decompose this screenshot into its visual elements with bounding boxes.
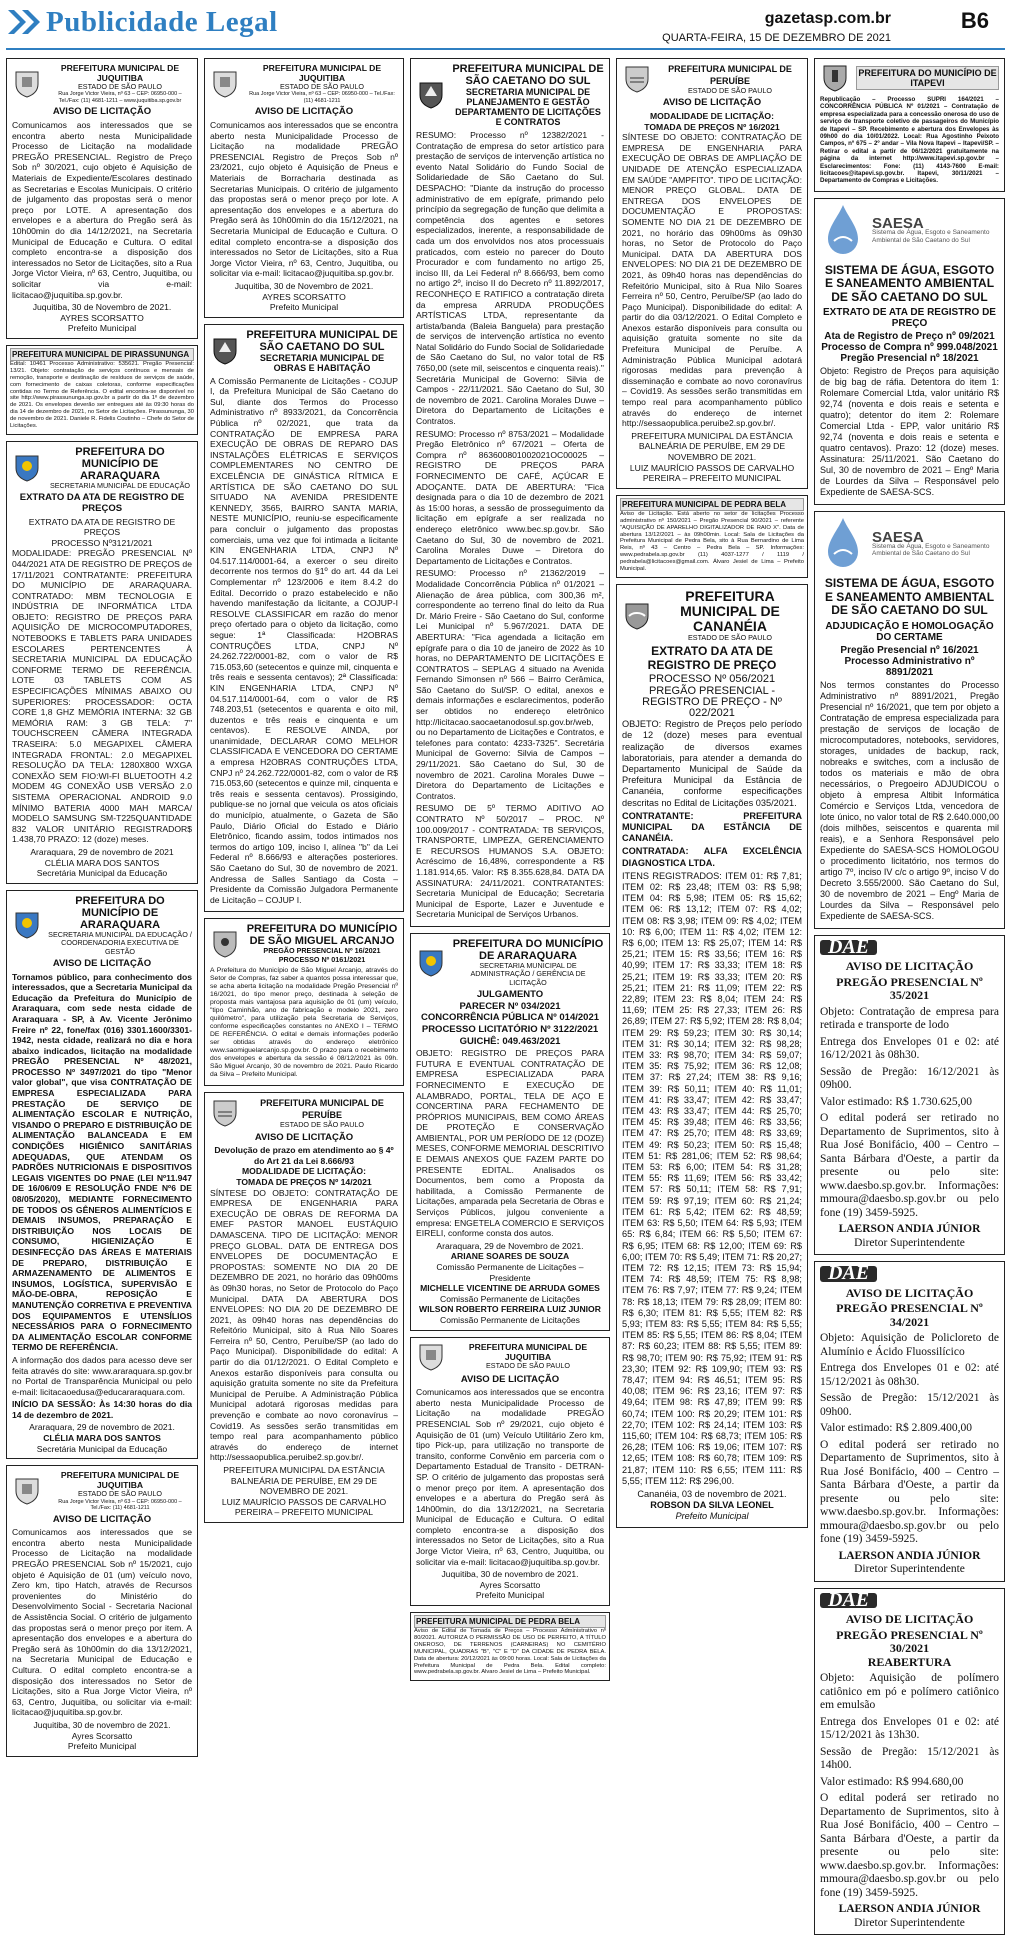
notice-org: PREFEITURA MUNICIPAL DE PIRASSUNUNGA <box>10 348 194 361</box>
notice-saesa-ata <box>814 198 1005 506</box>
notice-date: Juquitiba, 30 de Novembro de 2021. <box>32 302 172 313</box>
page-header <box>0 0 1011 52</box>
signer-role: Diretor Superintendente <box>854 1563 965 1576</box>
notice-araraquara-aviso <box>6 890 198 1460</box>
notice-address: Rua Jorge Victor Vieira, nº 63 – CEP: 06950-000 – Tel./Fax: (11) 4681-1211 <box>249 91 395 104</box>
notice-org: PREFEITURA MUNICIPAL DE JUQUITIBA <box>60 1470 180 1491</box>
notice-title: ADJUDICAÇÃO E HOMOLOGAÇÃO DO CERTAME <box>825 620 994 643</box>
signer-name: LAERSON ANDIA JÚNIOR <box>838 1223 981 1236</box>
notice-date: Juquitiba, 30 de novembro de 2021. <box>33 1719 171 1730</box>
notice-pregao: PREGÃO PRESENCIAL Nº 30/2021 <box>836 1627 983 1656</box>
dae-logo: DAE <box>820 1266 877 1282</box>
notice-cananeia <box>616 584 808 1528</box>
notice-state: ESTADO DE SÃO PAULO <box>687 632 772 642</box>
notice-araraquara-julgamento <box>410 933 610 1331</box>
notice-date: Araraquara, 29 de novembro de 2021. <box>29 1422 175 1433</box>
signer-role: Diretor Superintendente <box>854 1916 965 1929</box>
notice-modality: MODALIDADE DE LICITAÇÃO: <box>650 111 774 121</box>
notice-pregao: PREGÃO PRESENCIAL - REGISTRO DE PREÇO - Nº 022/2021 <box>642 684 782 719</box>
signer-name: AYRES SCORSATTO <box>60 312 144 323</box>
notice-edital: O edital poderá ser retirado no Departamento de Suprimentos, sito à Rua José Bonifácio, 400 – Centro – Santa Bárbara d'Oeste, a partir da presente ou pelo site: www.daesbo.sp.gov.br. Informações: mmoura@daesbo.sp.gov.br ou pelo fone (19) 3459-5925. <box>820 1112 999 1219</box>
notice-sao-caetano-obras <box>204 324 404 913</box>
notice-title: JULGAMENTO <box>476 989 544 1001</box>
notice-pregao: PREGÃO PRESENCIAL Nº 34/2021 <box>836 1301 983 1329</box>
notice-body: Nos termos constantes do Processo Administrativo nº 8891/2021, Pregão Presencial nº 16/2021, que tem por objeto a Contratação de empresa especializada para prestação de serviços de locação de microcomputadores, notebooks, servidores, storages, unidades de backup, rack, nobreaks e switches, com a inclusão de todos os materiais e mão de obra necessários, o Pregoeiro ADJUDICOU o objeto à empresa Altibit Informática Comércio e Serviços Ltda, vencedora de lote único, no valor total de R$ 2.640.000,00 (dois milhões, seiscentos e quarenta mil reais), e a Senhora Responsável pelo Expediente do SAESA-SCS HOMOLOGOU o procedimento licitatório, nos termos do artigo 7º, inciso IV c/c o artigo 9º, inciso V do Decreto 3.555/2000. São Caetano do Sul, 30 de novembro de 2021 – Engº Maria de Lourdes da Silva – Responsável pelo Expediente de SAESA-SCS. <box>820 679 999 921</box>
notice-sao-caetano-seplag <box>410 58 610 927</box>
notice-guiche: GUICHÊ: 049.463/2021 <box>459 1035 561 1047</box>
notice-title: AVISO DE LICITAÇÃO <box>845 1285 974 1300</box>
notice-address: Rua Jorge Victor Vieira, nº 63 – CEP: 06950-000 – Tel./Fax: (11) 4681-1211 – www.juquitiba.sp.gov.br <box>58 91 182 104</box>
notice-body: Comunicamos aos interessados que se encontra aberto nesta Municipalidade Processo de Licitação na modalidade PREGÃO PRESENCIAL Sob nº 15/2021, cujo objeto é Aquisição de 01 (um) veículo novo, Zero km, tipo Hatch, através de Recursos provenientes do Ministério do Desenvolvimento Social - Secretaria Nacional de Assistência Social. O critério de julgamento das propostas será o menor preço por item. A apresentação dos envelopes e a abertura do Pregão será às 10h00min do dia 13/12/2021, na Secretaria Municipal de Educação e Cultura. O edital completo encontra-se a disposição dos interessados no Setor de Licitações, sito a Rua Jorge Victor Vieira, nº 63, Centro, Juquitiba, ou solicitar via e-mail: licitacao@juquitiba.sp.gov.br. <box>12 1527 192 1718</box>
column-5 <box>814 58 1005 1929</box>
notice-sao-miguel-arcanjo <box>204 918 404 1086</box>
notice-department: SECRETARIA MUNICIPAL DE ADMINISTRAÇÃO / GERÊNCIA DE LICITAÇÃO <box>470 960 586 987</box>
column-2 <box>204 58 404 1780</box>
municipal-crest-icon <box>210 929 240 959</box>
page-number: B6 <box>960 8 989 33</box>
signer-name: Ayres Scorsatto <box>71 1730 133 1741</box>
notice-pregao: Pregão Presencial nº 16/2021 <box>840 644 979 656</box>
signer-role: Diretor Superintendente <box>854 1236 965 1249</box>
notice-valor: Valor estimado: R$ 2.809.400,00 <box>820 1422 973 1435</box>
notice-edital: O edital poderá ser retirado no Departamento de Suprimentos, sito à Rua José Bonifácio, 400 – Centro – Santa Bárbara d'Oeste, a partir da presente ou pelo site: www.daesbo.sp.gov.br. Informações: mmoura@daesbo.sp.gov.br ou pelo fone (19) 3459-5925. <box>820 1438 999 1546</box>
notice-org: PREFEITURA MUNICIPAL DE JUQUITIBA <box>468 1342 588 1363</box>
notice-date: Araraquara, 29 de Novembro de 2021. <box>436 1240 584 1251</box>
notice-tomada: TOMADA DE PREÇOS Nº 14/2021 <box>236 1176 372 1187</box>
signer-name: ROBSON DA SILVA LEONEL <box>650 1500 774 1511</box>
notice-modality: MODALIDADE DE LICITAÇÃO: <box>242 1166 366 1177</box>
notice-pirassununga <box>6 345 198 435</box>
notice-dae-30 <box>814 1588 1005 1935</box>
notice-body: Comunicamos aos interessados que se encontra aberto nesta Municipalidade Processo de Licitação na modalidade PREGÃO PRESENCIAL Registro de Preços Sob nº 23/2021, cujo objeto é Aquisição de Pneus e Materiais de Borracharia destinada as Secretarias Municipais. O critério de julgamento das propostas será o menor preço por lote. A apresentação dos envelopes e a abertura do Pregão será às 10h00min do dia 15/12/2021, na Secretaria Municipal de Educação e Cultura. O edital completo encontra-se a disposição dos interessados no Setor de Licitações, sito a Rua Jorge Victor Vieira, nº 63, Centro, Juquitiba, ou solicitar via e-mail: licitacao@juquitiba.sp.gov.br. <box>210 120 398 279</box>
notice-org: PREFEITURA MUNICIPAL DE PERUÍBE <box>260 1098 384 1121</box>
municipal-crest-icon <box>12 1476 42 1506</box>
notice-subtitle: Devolução de prazo em atendimento ao § 4º do Art 21 da Lei 8.666/93 <box>214 1145 394 1166</box>
notice-process: Processo de Compra nº 999.048/2021 <box>821 342 998 354</box>
notice-objeto: Objeto: Aquisição de polímero catiônico em pó e polímero catiônico em emulsão <box>820 1672 999 1712</box>
notice-body: Republicação – Processo SUPRI 164/2021 – CONCORRÊNCIA PÚBLICA Nº 01/2021 – Contratação de empresa especializada para a concessão onerosa do uso de serviço de transporte coletivo de passageiros do Município de Itapevi – SP. Recebimento e abertura dos Envelopes às 09h00 do dia 10/01/2022. Local: Rua Agostinho Peixoto Campos, nº 675 – 2º andar – Vila Nova Itapevi – Itapevi/SP. – Retirar o edital a partir de 06/12/2021 gratuitamente na página da internet http://www.itapevi.sp.gov.br – Esclarecimentos: Fone: (11) 4143-7600 E-mail: licitacoes@itapevi.sp.gov.br. Itapevi, 30/11/2021 – Departamento de Compras e Licitações. <box>820 96 999 185</box>
notice-body: Aviso de Edital de Tomada de Preços – Processo Administrativo nº 80/2021. AUTORIZA O PERMISSÃO DE USO DE PERFEITO, A TÍTULO ONEROSO, DE TERRENOS (CARNEIRAS) NO CEMITÉRIO MUNICIPAL, QUADRAS "B", "C" E "D" DA CIDADE DE PEDRA BELA. Data de abertura: 20/12/2021 às 09:00 horas. Local: Sala de Licitações da Prefeitura Municipal de Pedra Bela. Edital completo: www.pedrabela.sp.gov.br. Alvaro Jesiel de Lima – Prefeito Municipal. <box>414 1628 606 1676</box>
notice-date: Juquitiba, 30 de novembro de 2021. <box>441 1569 579 1580</box>
municipal-crest-icon <box>622 601 652 631</box>
water-drop-logo-icon <box>820 203 866 260</box>
municipal-crest-icon <box>820 63 850 93</box>
notice-title: EXTRATO DE ATA DE REGISTRO DE PREÇO <box>823 307 996 330</box>
notice-session: INÍCIO DA SESSÃO: Às 14:30 horas do dia 14 de dezembro de 2021. <box>12 1399 192 1420</box>
notice-subtitle: EXTRATO DA ATA DE REGISTRO DE PREÇOS <box>28 516 176 538</box>
notice-org: PREFEITURA MUNICIPAL DE SÃO CAETANO DO SUL <box>452 63 604 87</box>
notice-objeto: Objeto: Aquisição de Policloreto de Alumínio e Ácido Fluossilícico <box>820 1332 999 1358</box>
column-3 <box>410 58 610 1780</box>
municipal-crest-icon <box>12 910 42 940</box>
notice-entrega: Entrega dos Envelopes 01 e 02: até 16/12/2021 às 08h30. <box>820 1035 999 1062</box>
brand-name: SAESA <box>872 528 924 546</box>
notice-title: AVISO DE LICITAÇÃO <box>662 97 762 109</box>
notice-state: ESTADO DE SÃO PAULO <box>77 82 162 91</box>
notice-body: Comunicamos aos interessados que se encontra aberto nesta Municipalidade Processo de Licitação na modalidade PREGÃO PRESENCIAL Sob nº 29/2021, cujo objeto é Aquisição de 01 (um) Veículo Utilitário Zero km, tipo Pick-up, para utilização no transporte de transito, conforme Convênio em parceria com o Departamento Estadual de Transito - DETRAN-SP. O critério de julgamento das propostas será o menor preço por item. A apresentação dos envelopes e a abertura do Pregão será às 14h00min, do dia 13/12/2021, na Secretaria Municipal de Educação e Cultura. O edital completo encontra-se a disposição dos interessados no Setor de Licitações, sito a Rua Jorge Victor Vieira, nº 63, Centro, Juquitiba, ou solicitar via e-mail: licitacao@juquitiba.sp.gov.br. <box>416 1387 604 1567</box>
notice-pregao: Pregão Presencial nº 18/2021 <box>840 353 979 365</box>
municipal-crest-icon <box>622 64 652 94</box>
notice-org: PREFEITURA MUNICIPAL DE SÃO CAETANO DO SUL <box>246 328 398 353</box>
notice-dae-35 <box>814 935 1005 1256</box>
notice-title: AVISO DE LICITAÇÃO <box>52 1513 152 1525</box>
notice-body: SÍNTESE DO OBJETO: CONTRATAÇÃO DE EMPRESA DE ENGENHARIA PARA EXECUÇÃO DE OBRAS DE REFORMA DA EMEF PASTOR MANOEL EUSTÁQUIO DAMASCENA. TIPO DE LICITAÇÃO: MENOR PREÇO GLOBAL. DATA DE ENTREGA DOS ENVELOPES DE DOCUMENTAÇÃO E PROPOSTAS: SOMENTE NO DIA 20 DE DEZEMBRO DE 2021, no horário das 09h00ms às 09h30 horas, no Setor de Protocolo do Paço Municipal. DATA DA ABERTURA DOS ENVELOPES: NO DIA 20 DE DEZEMBRO DE 2021, às 09h40 horas nas dependências do Refeitório Municipal, sito à Rua Nilo Soares Ferreira nº 50, Centro, Peruíbe/SP (ao lado do Paço Municipal). Disponibilidade do edital: A partir do dia 01/12/2021. O Edital Completo e Anexos estarão disponíveis para consulta ou aquisição gratuita somente no site da Prefeitura Municipal de Peruíbe. A Administração Pública Municipal adotará rigorosas medidas para prevenção e combate ao novo coronavírus – Covid19. As sessões serão transmitidas em tempo real para acompanhamento público através do endereço de internet http://sessaopublica.peruibe2.sp.gov.br/. <box>210 1187 398 1463</box>
notice-title: AVISO DE LICITAÇÃO <box>52 106 152 118</box>
notice-itapevi <box>814 58 1005 192</box>
site-name[interactable]: gazetasp.com.br <box>764 10 891 27</box>
notice-parecer: PARECER Nº 034/2021 <box>459 1000 561 1012</box>
notice-org: PREFEITURA DO MUNICÍPIO DE ITAPEVI <box>856 66 999 90</box>
municipal-crest-icon <box>416 948 446 978</box>
notice-date: Araraquara, 29 de novembro de 2021 <box>30 846 174 857</box>
notice-body-3: RESUMO: Processo nº 21362/2019 – Modalidade Concorrência Pública nº 01/2021 – Alienação de área pública, com 300,36 m², correspondente ao terreno final do leito da Rua Dr. Mário Freire - São Caetano do Sul, conforme Lei Municipal nº 5.967/2021. DATA DE ABERTURA: "Fica agendada a licitação em epígrafe para o dia 10 de janeiro de 2022 às 10 horas, no DEPARTAMENTO DE LICITAÇÕES E CONTRATOS – SEPLAG 4 situado na Avenida Fernando Simonsen nº 566 – Bairro Cerâmica, São Caetano do Sul/SP. O edital, anexos e demais informações e esclarecimentos, poderão ser obtidos no endereço eletrônico http://licitacao.saocaetanodosul.sp.gov.br/web, ou no Departamento de Licitações e Contratos, e telefones para contato: 4233-7325". Secretária Municipal de Governo: Silvia de Campos – 29/11/2021. São Caetano do Sul, 30 de novembro de 2021. Carolina Morales Duwe – Diretora do Departamento de Licitações e Contratos. <box>416 568 604 801</box>
municipal-crest-icon <box>210 1098 240 1128</box>
notice-department: SECRETARIA MUNICIPAL DE EDUCAÇÃO <box>49 480 191 490</box>
notice-juquitiba-pregao-30 <box>6 58 198 339</box>
notice-body: Comunicamos aos interessados que se encontra aberto nesta Municipalidade Processo de Licitação na modalidade PREGÃO PRESENCIAL. Registro de Preço Sob nº 30/2021, cujo objeto é Aquisição de Materiais de Expediente/Escolares destinado as Secretarias e Escolas Municipais. O critério de julgamento das propostas será o menor preço por LOTE. A apresentação dos envelopes e a abertura do Pregão será às 10h00min do dia 14/12/2021, na Secretaria Municipal de Educação e Cultura. O edital completo encontra-se a disposição dos interessados no Setor de Licitações, sito a Rua Jorge Victor Vieira, nº 63, Centro, Juquitiba, ou solicitar via e-mail: licitacao@juquitiba.sp.gov.br. <box>12 120 192 300</box>
signer-role: Secretária Municipal da Educação <box>36 1443 168 1454</box>
signer-name: MICHELLE VICENTINE DE ARRUDA GOMES <box>420 1283 600 1294</box>
notice-body: Objeto: Registro de Preços para aquisição de big bag de ráfia. Detentora do item 1: Rolemare Comercial Ltda, valor unitário R$ 92,74 (noventa e dois reais e setenta e quatro); detentor do item 2: Rolemare Comercial Ltda - EPP, valor unitário R$ 92,74 (noventa e dois reais e setenta e quatro centavos). Prazo: 12 (doze) meses. Assinatura: 25/11/2021. São Caetano do Sul, 30 de novembro de 2021 – Engº Maria de Lourdes da Silva – Responsável pelo Expediente de SAESA-SCS. <box>820 366 999 498</box>
notice-pregao: PREGÃO PRESENCIAL Nº 35/2021 <box>836 974 983 1003</box>
notice-pedra-bela-raio-x <box>616 495 808 578</box>
notice-peruibe-tp-14 <box>204 1092 404 1523</box>
column-1 <box>6 58 198 1780</box>
signer-role: Prefeito Municipal <box>67 1741 137 1752</box>
notice-title: EXTRATO DA ATA DE REGISTRO DE PREÇOS <box>19 492 185 514</box>
notice-department: SECRETARIA MUNICIPAL DE OBRAS E HABITAÇÃO <box>259 352 385 373</box>
notice-process: PROCESSO Nº 056/2021 <box>648 673 776 686</box>
municipal-crest-icon <box>12 453 42 483</box>
notice-contratada: CONTRATADA: ALFA EXCELÊNCIA DIAGNOSTICA LTDA. <box>622 846 802 868</box>
signer-role: Comissão Permanente de Licitações <box>440 1314 580 1325</box>
signer-name: WILSON ROBERTO FERREIRA LUIZ JUNIOR <box>419 1304 601 1315</box>
notice-body: A Prefeitura do Município de São Miguel Arcanjo, através do Setor de Compras, faz saber a quantos possa interessar que, se acha aberta licitação na modalidade Pregão Presencial nº 16/2021, do tipo menor preço, destinada à seleção de proposta mais vantajosa para aquisição de 01 (um) veículo, "tipo Caminhão, ano de fabricação e modelo 2021, zero quilômetro", para utilização pela Secretaria de Serviços, conforme especificações constantes no ANEXO I – TERMO DE REFERÊNCIA. O edital e demais informações poderão ser obtidas através do endereço eletrônico www.saomiguelarcanjo.sp.gov.br. O prazo para o recebimento dos envelopes e abertura da sessão é 08/12/2021 às 09h. São Miguel Arcanjo, 30 de novembro de 2021. Paulo Ricardo da Silva – Prefeito Municipal. <box>210 967 398 1079</box>
notice-title: AVISO DE LICITAÇÃO <box>845 959 974 974</box>
notice-juquitiba-pregao-15 <box>6 1465 198 1756</box>
notice-title: AVISO DE LICITAÇÃO <box>52 957 152 969</box>
notice-org: PREFEITURA MUNICIPAL DE PEDRA BELA <box>620 498 804 511</box>
notice-org: SISTEMA DE ÁGUA, ESGOTO E SANEAMENTO AMBIENTAL DE SÃO CAETANO DO SUL <box>824 576 995 618</box>
notice-org: PREFEITURA DO MUNICÍPIO DE ARARAQUARA <box>75 445 165 482</box>
notice-process: Processo Administrativo nº 8891/2021 <box>844 655 975 678</box>
notice-process: PROCESSO Nº 0161/2021 <box>278 954 366 964</box>
signer-name: AYRES SCORSATTO <box>262 291 346 302</box>
signer-name: LAERSON ANDIA JÚNIOR <box>838 1549 981 1562</box>
issue-date: QUARTA-FEIRA, 15 DE DEZEMBRO DE 2021 <box>662 32 891 44</box>
notice-address: Rua Jorge Victor Vieira, nº 63 – CEP: 06950-000 – Tel./Fax: (11) 4681-1211 <box>58 1498 182 1512</box>
notice-access: A informação dos dados para acesso deve ser feita através do site: www.araraquara.sp.gov.br no Portal de Transparência Municipal ou pelo e-mail: licitacaoedusa@educararaquara.com. <box>12 1354 192 1397</box>
notice-entrega: Entrega dos Envelopes 01 e 02: até 15/12/2021 às 08h30. <box>820 1362 999 1388</box>
notice-objeto: Objeto: Contratação de empresa para retirada e transporte de lodo <box>820 1005 999 1032</box>
notice-title: EXTRATO DA ATA DE REGISTRO DE PREÇO <box>647 644 777 672</box>
signer-role: Prefeito Municipal <box>475 1590 545 1601</box>
signer-role: Prefeito Municipal <box>675 1511 749 1522</box>
notice-juquitiba-pregao-29 <box>410 1337 610 1606</box>
notice-org: PREFEITURA MUNICIPAL DE JUQUITIBA <box>262 63 382 83</box>
notice-ata: Ata de Registro de Preço nº 09/2021 <box>824 331 995 343</box>
notice-division: DEPARTAMENTO DE LICITAÇÕES E CONTRATOS <box>455 107 601 127</box>
municipal-crest-icon <box>416 1342 446 1372</box>
notice-date: PREFEITURA MUNICIPAL DA ESTÂNCIA BALNEÁRIA DE PERUÍBE, EM 29 DE NOVEMBRO DE 2021. <box>223 1465 385 1497</box>
notice-department: SECRETARIA MUNICIPAL DE PLANEJAMENTO E GESTÃO <box>465 87 591 107</box>
notice-state: ESTADO DE SÃO PAULO <box>279 1120 364 1130</box>
notice-title: AVISO DE LICITAÇÃO <box>254 1131 354 1143</box>
signer-name: LAERSON ANDIA JÚNIOR <box>838 1903 981 1916</box>
notice-body: Tornamos público, para conhecimento dos interessados, que a Secretaria Municipal da Educação da Prefeitura do Município de Araraquara, com sede nesta cidade de Araraquara - SP, à Av. Vicente Jerônimo Freire nº 22, fone/fax (016) 3301.1600/3301-1942, nesta cidade, realizará no dia e hora abaixo indicados, licitação na modalidade PREGÃO PRESENCIAL Nº 48/2021, PROCESSO Nº 3497/2021 do tipo "Menor valor global", que visa CONTRATAÇÃO DE EMPRESA ESPECIALIZADA PARA PRESTAÇÃO DE SERVIÇO DE ALIMENTAÇÃO ESCOLAR E NUTRIÇÃO, VISANDO O PREPARO E DISTRIBUIÇÃO DE ALIMENTAÇÃO BALANCEADA E EM CONDIÇÕES HIGIÊNICO SANITÁRIAS ADEQUADAS, QUE ATENDAM OS PADRÕES NUTRICIONAIS E DISPOSITIVOS LEGAIS VIGENTES DO PNAE (LEI Nº11.947 DE 16/06/09 E RESOLUÇÃO FNDE Nº6 DE 08/05/2020), MEDIANTE FORNECIMENTO DE TODOS OS GÊNEROS ALIMENTÍCIOS E DEMAIS INSUMOS, PREPARAÇÃO E DISTRIBUIÇÃO NOS LOCAIS DE CONSUMO, HIGIENIZAÇÃO E DESINFECÇÃO DAS ÁREAS E MATERIAIS DE PREPARO, DISTRIBUIÇÃO E ARMAZENAMENTO DE ALIMENTOS E INSUMOS, LOGÍSTICA, SUPERVISÃO E MÃO-DE-OBRA, REPOSIÇÃO E MANUTENÇÃO CORRETIVA E PREVENTIVA DOS EQUIPAMENTOS E UTENSÍLIOS NECESSÁRIOS PARA O FORNECIMENTO DA ALIMENTAÇÃO ESCOLAR CONFORME TERMO DE REFERÊNCIA. <box>12 971 192 1353</box>
notice-body: OBJETO: Registro de Preços pelo período de 12 (doze) meses para eventual realização de diversos exames laboratoriais, para atender a demanda do Departamento Municipal de Saúde da Prefeitura Municipal da Estância de Cananéia, conforme especificações descritas no Edital de Licitações 035/2021. <box>622 719 802 808</box>
notice-entrega: Entrega dos Envelopes 01 e 02: até 15/12/2021 às 13h30. <box>820 1715 999 1742</box>
notice-org: PREFEITURA MUNICIPAL DE JUQUITIBA <box>60 63 180 83</box>
municipal-crest-icon <box>210 69 240 99</box>
notice-org: PREFEITURA MUNICIPAL DE PEDRA BELA <box>414 1615 606 1628</box>
signer-name: LUIZ MAURÍCIO PASSOS DE CARVALHO PEREIRA – PREFEITO MUNICIPAL <box>221 1496 387 1518</box>
notice-process: PROCESSO Nº3121/2021 <box>51 537 153 548</box>
notice-valor: Valor estimado: R$ 1.730.625,00 <box>820 1095 973 1108</box>
municipal-crest-icon <box>416 80 446 110</box>
notice-body: OBJETO: REGISTRO DE PREÇOS PARA FUTURA E EVENTUAL CONTRATAÇÃO DE EMPRESA ESPECIALIZADA PARA FORNECIMENTO E EXECUÇÃO DE ALAMBRADO, PORTAL, TELA DE AÇO E CONCERTINA PARA FECHAMENTO DE PRÓPRIOS MUNICIPAIS, BEM COMO ÁREAS DE PROTEÇÃO E CONSERVAÇÃO AMBIENTAL, POR UM PERÍODO DE 12 (DOZE) MESES, CONFORME MEMORIAL DESCRITIVO E DEMAIS ANEXOS QUE FAZEM PARTE DO PRESENTE EDITAL. Analisados os Documentos, bem como a Proposta da habilitada, a Comissão Permanente de Licitações, amparada pela Secretaria de Obras e Serviços Públicos, julgou conveniente a empresa: ENGETELA COMERCIO E SERVIÇOS EIRELI, conforme consta dos autos. <box>416 1048 605 1239</box>
notice-body: Edital: 10461 Processo Administrativo: 535621. Pregão Presencial: 13/21. Objeto: contratação de serviços contínuos e mensais de remoção, transporte e destinação de resíduos de serviços de saúde, com fornecimento de caixas coletoras, conforme especificações contidas no Termo de Referência. O edital encontra-se disponível no site http://www.pirassununga.sp.gov.br a partir do dia 1º de dezembro de 2021. Os envelopes deverão ser entregues até às 09:30 horas do dia 14 de dezembro de 2021, no Setor de Licitações. Pirassununga, 30 de novembro de 2021. Daniele R. Fidelis Coutinho – Chefe do Setor de Licitações. <box>10 360 194 430</box>
municipal-crest-icon <box>210 336 240 366</box>
notice-body-1: RESUMO: Processo nº 12382/2021 - Contratação de empresa do setor artístico para prestação de serviços de intervenção artística no evento Natal Solidário do Fundo Social de Solidariedade de São Caetano do Sul. DESPACHO: "Diante da instrução do processo administrativo de em epígrafe, primando pelo princípio da segregação de função que delimita a competência dos agentes e setores especializados, inerente, a responsabilidade de cada um dos envolvidos nos atos processuais praticados, com esteio no parecer do Douto Procurador e com fundamento no artigo 25, inciso III, da Lei Federal nº 8.666/93, bem como no artigo 2º, inciso II do Decreto nº 11.892/2017, RECONHEÇO E RATIFICO a contratação direta da empresa ARRUDA PRODUÇÕES ARTÍSTICAS LTDA, representante da artista/banda (Baleia Banguela) para prestação de serviços de intervenção artística no evento Natal Solidário do Fundo Social de Solidariedade de São Caetano do Sul, no valor total de R$ 7650,00 (sete mil, seiscentos e cinquenta reais)." Secretária Municipal de Governo: Silvia de Campos - 22/11/2021. São Caetano do Sul, 30 de novembro de 2021. Carolina Morales Duwe – Diretora do Departamento de Licitações e Contratos. <box>416 130 604 427</box>
dae-logo: DAE <box>820 1593 877 1609</box>
header-rule <box>6 48 1005 50</box>
notice-tomada: TOMADA DE PREÇOS Nº 16/2021 <box>644 121 780 132</box>
notice-org: SISTEMA DE ÁGUA, ESGOTO E SANEAMENTO AMBIENTAL DE SÃO CAETANO DO SUL <box>824 262 995 304</box>
brand-name: SAESA <box>872 215 924 233</box>
double-chevron-icon <box>6 8 46 36</box>
section-title: Publicidade Legal <box>46 6 278 38</box>
signer-name: Ayres Scorsatto <box>479 1579 541 1590</box>
signer-role: Secretária Municipal da Educação <box>36 868 168 879</box>
notice-org: PREFEITURA MUNICIPAL DE PERUÍBE <box>668 64 792 86</box>
notice-edital: O edital poderá ser retirado no Departamento de Suprimentos, sito à Rua José Bonifácio, 400 – Centro – Santa Bárbara d'Oeste, a partir da presente ou pelo site: www.daesbo.sp.gov.br. Informações: mmoura@daesbo.sp.gov.br ou pelo fone (19) 3459-5925. <box>820 1792 999 1899</box>
notice-sessao: Sessão de Pregão: 16/12/2021 às 09h00. <box>820 1065 999 1092</box>
notice-pregao: PREGÃO PRESENCIAL Nº 16/2021 <box>263 946 381 956</box>
notice-process: PROCESSO LICITATÓRIO Nº 3122/2021 <box>421 1023 599 1035</box>
notice-body: MODALIDADE: PREGÃO PRESENCIAL Nº 044/2021 ATA DE REGISTRO DE PREÇOS de 17/11/2021 CONTRATANTE: PREFEITURA DO MUNICÍPIO DE ARARAQUARA. CONTRATADO: MBM TECNOLOGIA E INDÚSTRIA DE INFORMÁTICA LTDA OBJETO: REGISTRO DE PREÇOS PARA AQUISIÇÃO DE MICROCOMPUTADORES, NOTEBOOKS E TABLETS PARA UNIDADES ESCOLARES PERTENCENTES À SECRETARIA MUNICIPAL DA EDUCAÇÃO CONFORME TERMO DE REFERÊNCIA. LOTE 03 TABLETS COM AS ESPECIFICAÇÕES MÍNIMAS ABAIXO OU SUPERIORES: PROCESSADOR: OCTA CORE 1,8 GHZ MEMÓRIA INTERNA: 32 GB MEMÓRIA RAM: 3 GB TELA: 7" TOUCHSCREEN CÂMERA INTEGRADA TRASEIRA: 5.0 MEGAPIXEL CÂMERA INTEGRADA FRONTAL: 2.0 MEGAPIXEL RESOLUÇÃO DA TELA: 1280X800 WXGA CONEXÃO SEM FIO:WI-FI BLUETOOTH 4.2 MODEM 4G CONEXÃO USB VERSÃO 2.0 SISTEMA OPERACIONAL ANDROID 9.0 MÍNIMO BATERIA 4000 MAH MARCA/ MODELO SAMSUNG SM-T225QUANTIDADE 832 VALOR UNITÁRIO REGISTRADOR$ 1.438,70 PRAZO: 12 (doze) meses. <box>12 548 192 845</box>
notice-title: AVISO DE LICITAÇÃO <box>460 1373 560 1385</box>
notice-body-4: RESUMO DE 5º TERMO ADITIVO AO CONTRATO Nº 50/2017 – PROC. Nº 100.009/2017 - CONTRATADA: TB SERVIÇOS, TRANSPORTE, LIMPEZA, GERENCIAMENTO E RECURSOS HUMANOS S.A. OBJETO: Acréscimo de 16,48%, correspondente a R$ 1.181.914,65. Valor: R$ 8.355.628,84. DATA DA ASSINATURA: 24/11/2021. CONTRATANTES: Secretaria Municipal de Educação; Secretaria Municipal de Esporte, Lazer e Juventude e Secretaria Municipal de Serviços Urbanos. <box>416 803 604 920</box>
notice-org: PREFEITURA DO MUNICÍPIO DE ARARAQUARA <box>452 937 604 962</box>
notice-saesa-homologacao <box>814 511 1005 929</box>
notice-contratante: CONTRATANTE: PREFEITURA MUNICIPAL DA ESTÂNCIA DE CANANÉIA. <box>622 810 802 844</box>
brand-tagline: Sistema de Água, Esgoto e Saneamento Ambiental de São Caetano do Sul <box>872 229 990 244</box>
notice-title: AVISO DE LICITAÇÃO <box>845 1612 974 1627</box>
notice-body: Aviso de Licitação. Está aberto no setor de licitações Processo administrativo nº 150/2021 – Pregão Presencial 90/2021 – referente "AQUISIÇÃO DE APARELHO DIGITALIZADOR DE RAIO X". Data de abertura 13/12/2021 – às 09h00min. Local: Sala de Licitações da Prefeitura Municipal de Pedra Bela, sito à Rua Bernardino de Lima Reis, nº 43 – Centro – Pedra Bela – SP. Informações: www.pedrabela.sp.gov.br (11) 4037-1277 / 1119 / pedrabela@licitacoes@gmail.com. Álvaro Jesiel de Lima – Prefeito Municipal. <box>620 510 804 573</box>
notice-peruibe-tp-16 <box>616 58 808 489</box>
notice-pedra-bela-cemiterio <box>410 1612 610 1681</box>
notice-state: ESTADO DE SÃO PAULO <box>485 1361 570 1371</box>
signer-name: LUIZ MAURÍCIO PASSOS DE CARVALHO PEREIRA – PREFEITO MUNICIPAL <box>629 462 795 484</box>
notice-concorrencia: CONCORRÊNCIA PÚBLICA Nº 014/2021 <box>420 1012 600 1024</box>
notice-department: SECRETARIA MUNICIPAL DA EDUCAÇÃO / COORDENADORIA EXECUTIVA DE GESTÃO <box>48 929 192 956</box>
notice-items: ITENS REGISTRADOS: ITEM 01: R$ 7,81; ITEM 02: R$ 23,48; ITEM 03: R$ 5,98; ITEM 04: R$ 5,98; ITEM 05: R$ 15,62; ITEM 06: R$ 13,12; ITEM 07: R$ 4,02; ITEM 08: R$ 3,98; ITEM 09: R$ 4,02; ITEM 10: R$ 6,00; ITEM 11: R$ 4,02; ITEM 12: R$ 6,00; ITEM 13: R$ 25,07; ITEM 14: R$ 25,21; ITEM 15: R$ 33,56; ITEM 16: R$ 40,99; ITEM 17: R$ 33,33; ITEM 18: R$ 25,21; ITEM 19: R$ 33,33; ITEM 20: R$ 25,21; ITEM 21: R$ 11,09; ITEM 22: R$ 22,89; ITEM 23: R$ 8,04; ITEM 24: R$ 11,69; ITEM 25: R$ 27,33; ITEM 26: R$ 26,89; ITEM 27: R$ 5,92; ITEM 28: R$ 8,04; ITEM 29: R$ 59,23; ITEM 30: R$ 30,14; ITEM 31: R$ 30,14; ITEM 32: R$ 98,28; ITEM 33: R$ 98,70; ITEM 34: R$ 59,07; ITEM 35: R$ 75,92; ITEM 36: R$ 12,08; ITEM 37: R$ 27,24; ITEM 38: R$ 9,16; ITEM 39: R$ 50,11; ITEM 40: R$ 11,01; ITEM 41: R$ 33,47; ITEM 42: R$ 33,47; ITEM 43: R$ 33,47; ITEM 44: R$ 25,70; ITEM 45: R$ 39,48; ITEM 46: R$ 33,56; ITEM 47: R$ 25,70; ITEM 48: R$ 33,69; ITEM 49: R$ 50,23; ITEM 50: R$ 15,48; ITEM 51: R$ 281,06; ITEM 52: R$ 98,64; ITEM 53: R$ 6,00; ITEM 54: R$ 31,28; ITEM 55: R$ 11,69; ITEM 56: R$ 33,42; ITEM 57: R$ 50,11; ITEM 58: R$ 7,91; ITEM 59: R$ 97,19; ITEM 60: R$ 21,24; ITEM 61: R$ 5,42; ITEM 62: R$ 48,59; ITEM 63: R$ 5,50; ITEM 64: R$ 5,93; ITEM 65: R$ 6,84; ITEM 66: R$ 5,50; ITEM 67: R$ 6,95; ITEM 68: R$ 12,00; ITEM 69: R$ 6,00; ITEM 70: R$ 5,49; ITEM 71: R$ 20,27; ITEM 72: R$ 12,15; ITEM 73: R$ 15,94; ITEM 74: R$ 48,59; ITEM 75: R$ 8,98; ITEM 76: R$ 7,97; ITEM 77: R$ 9,24; ITEM 78: R$ 18,13; ITEM 79: R$ 28,09; ITEM 80: R$ 6,30; ITEM 81: R$ 5,55; ITEM 82: R$ 5,93; ITEM 83: R$ 5,55; ITEM 84: R$ 5,55; ITEM 85: R$ 5,55; ITEM 86: R$ 8,04; ITEM 87: R$ 60,23; ITEM 88: R$ 5,55; ITEM 89: R$ 98,70; ITEM 90: R$ 75,92; ITEM 91: R$ 23,30; ITEM 92: R$ 109,90; ITEM 93: R$ 78,47; ITEM 94: R$ 46,51; ITEM 95: R$ 40,08; ITEM 96: R$ 23,16; ITEM 97: R$ 49,64; ITEM 98: R$ 47,89; ITEM 99: R$ 60,74; ITEM 100: R$ 20,29; ITEM 101: R$ 22,70; ITEM 102: R$ 24,14; ITEM 103: R$ 115,60; ITEM 104: R$ 68,73; ITEM 105: R$ 26,28; ITEM 106: R$ 19,06; ITEM 107: R$ 12,65; ITEM 108: R$ 60,78; ITEM 109: R$ 21,87; ITEM 110: R$ 6,55; ITEM 111: R$ 5,55; ITEM 112: R$ 296,00. <box>622 870 802 1486</box>
notice-araraquara-ata <box>6 441 198 884</box>
signer-role: Comissão Permanente de Licitações – Presidente <box>436 1262 584 1283</box>
signer-name: CLÉLIA MARA DOS SANTOS <box>44 857 160 868</box>
notice-body: SÍNTESE DO OBJETO: CONTRATAÇÃO DE EMPRESA DE ENGENHARIA PARA EXECUÇÃO DE OBRAS DE AMPLIAÇÃO DE UNIDADE DE ATENÇÃO ESPECIALIZADA EM SAÚDE "AMPFITO". TIPO DE LICITAÇÃO: MENOR PREÇO GLOBAL. DATA DE ENTREGA DOS ENVELOPES DE DOCUMENTAÇÃO E PROPOSTAS: SOMENTE NO DIA 21 DE DEZEMBRO DE 2021, no horário das 09h00ms às 09h30 horas, no Setor de Protocolo do Paço Municipal. DATA DA ABERTURA DOS ENVELOPES: NO DIA 21 DE DEZEMBRO DE 2021, às 09h40 horas nas dependências do Refeitório Municipal, sito à Rua Nilo Soares Ferreira nº 50, Centro, Peruíbe/SP (ao lado do Paço Municipal). Disponibilidade do edital: A partir do dia 03/12/2021. O Edital Completo e Anexos estarão disponíveis para consulta ou aquisição gratuita somente no site da Prefeitura Municipal de Peruíbe. A Administração Pública Municipal adotará rigorosas medidas para prevenção à disseminação e combate ao novo coronavírus – Covid19. As sessões serão transmitidas em tempo real para acompanhamento público através do endereço de internet http://sessaopublica.peruibe2.sp.gov.br/. <box>622 132 802 429</box>
notice-org: PREFEITURA DO MUNICÍPIO DE ARARAQUARA <box>75 894 165 931</box>
notice-body: A Comissão Permanente de Licitações - COJUP I, da Prefeitura Municipal de São Caetano do Sul, diante dos Termos do Processo Administrativo nº 8933/2021, da Concorrência Pública nº 02/2021, que trata da CONTRATAÇÃO DE EMPRESA PARA EXECUÇÃO DE OBRAS DE REPARO DAS INSTALAÇÕES ELÉTRICAS E SERVIÇOS COMPLEMENTARES NO CENTRO DE EXCELÊNCIA DE GINÁSTICA RÍTMICA E ARTÍSTICA DE SÃO CAETANO DO SUL SITUADO NA AVENIDA PRESIDENTE KENNEDY, 3565, BAIRRO SANTA MARIA, NESTE MUNICÍPIO, reuniu-se especificamente para concluir o julgamento das propostas comerciais, uma vez que foi intimada a licitante KIN ENGENHARIA LTDA, CNPJ Nº 04.517.114/0001-64, a exercer o seu direito decorrente nos termos do §1º do art. 44 da Lei Complementar nº 123/2006 e item 8.4.2 do Edital. Decorrido o prazo estabelecido e não havendo manifestação da licitante, a COJUP-I RESOLVE CLASSIFICAR em razão do menor preço ofertado para o objeto da licitação, como segue: 1ª Classificada: H2OBRAS CONTRUÇÕES LTDA, CNPJ Nº 24.262.722/0001-82, com o valor de R$ 715.053,60 (setecentos e quinze mil, cinquenta e três reais e sessenta centavos); 2ª Classificada: KIN ENGENHARIA LTDA, CNPJ Nº 04.517.114/0001-64, com o valor de R$ 748.203,51 (setecentos e quarenta e oito mil, duzentos e três reais e cinquenta e um centavos). E RESOLVE AINDA, por unanimidade, DECLARAR COMO MELHOR CLASSIFICADA E VENCEDORA DO CERTAME a empresa H2OBRAS CONTRUÇÕES LTDA, CNPJ nº 24.262.722/0001-82, com o valor de R$ 715.053,60 (setecentos e quinze mil, cinquenta e três reais e sessenta centavos). Prossigindo, publique-se no jornal que veicula os atos oficiais do município, atualmente, o Gazeta de São Paulo, Diário Oficial do Estado e Diário Eletrônico, ficando assim, todos intimados nos termos do artigo 109, inciso I, alínea "b" da Lei Federal nº 8.666/93 e alterações posteriores. São Caetano do Sul, 30 de novembro de 2021. Andressa de Salles Santiago da Costa – Presidente da Comissão Julgadora Permanente de Licitação – COJUP I. <box>210 375 398 905</box>
notice-body-2: RESUMO: Processo nº 8753/2021 – Modalidade Pregão Eletrônico nº 67/2021 – Oferta de Compra nº 863600801002021OC00025 – REGISTRO DE PREÇOS PARA FORNECIMENTO DE CAFÉ, AÇÚCAR E ADOÇANTE. DATA DE ABERTURA: "Fica designada para o dia 10 de dezembro de 2021 às 15:00 horas, a sessão de prosseguimento da licitação em epígrafe a ser realizada no endereço eletrônico www.bec.sp.gov.br. São Caetano do Sul, 30 de novembro de 2021. Carolina Morales Duwe – Diretora do Departamento de Licitações e Contratos. <box>416 428 604 566</box>
dae-logo: DAE <box>820 940 877 956</box>
notice-state: ESTADO DE SÃO PAULO <box>279 82 364 91</box>
water-drop-logo-icon <box>820 516 866 573</box>
signer-role: Prefeito Municipal <box>269 302 339 313</box>
notice-reabertura: REABERTURA <box>867 1654 952 1669</box>
notice-date: PREFEITURA MUNICIPAL DA ESTÂNCIA BALNEÁRIA DE PERUÍBE, EM 29 DE NOVEMBRO DE 2021. <box>631 430 793 462</box>
notice-sessao: Sessão de Pregão: 15/12/2021 às 09h00. <box>820 1392 999 1418</box>
notice-org: PREFEITURA MUNICIPAL DE CANANÉIA <box>680 587 780 634</box>
notice-sessao: Sessão de Pregão: 15/12/2021 às 14h00. <box>820 1745 999 1772</box>
notice-state: ESTADO DE SÃO PAULO <box>77 1489 162 1499</box>
signer-name: CLÉLIA MARA DOS SANTOS <box>43 1433 161 1444</box>
municipal-crest-icon <box>12 69 42 99</box>
brand-tagline: Sistema de Água, Esgoto e Saneamento Ambiental de São Caetano do Sul <box>872 542 990 558</box>
signer-role: Prefeito Municipal <box>67 323 137 334</box>
notice-state: ESTADO DE SÃO PAULO <box>687 86 772 95</box>
notice-juquitiba-pregao-23 <box>204 58 404 318</box>
signer-role: Comissão Permanente de Licitações <box>440 1293 580 1304</box>
notice-title: AVISO DE LICITAÇÃO <box>254 106 354 118</box>
signer-name: ARIANE SOARES DE SOUZA <box>450 1251 570 1262</box>
notice-org: PREFEITURA DO MUNICÍPIO DE SÃO MIGUEL ARCANJO <box>246 923 398 948</box>
notice-date: Cananéia, 03 de novembro de 2021. <box>637 1488 787 1499</box>
notice-dae-34 <box>814 1261 1005 1582</box>
column-4 <box>616 58 808 1780</box>
notice-valor: Valor estimado: R$ 994.680,00 <box>820 1775 964 1788</box>
notice-date: Juquitiba, 30 de Novembro de 2021. <box>234 280 374 291</box>
